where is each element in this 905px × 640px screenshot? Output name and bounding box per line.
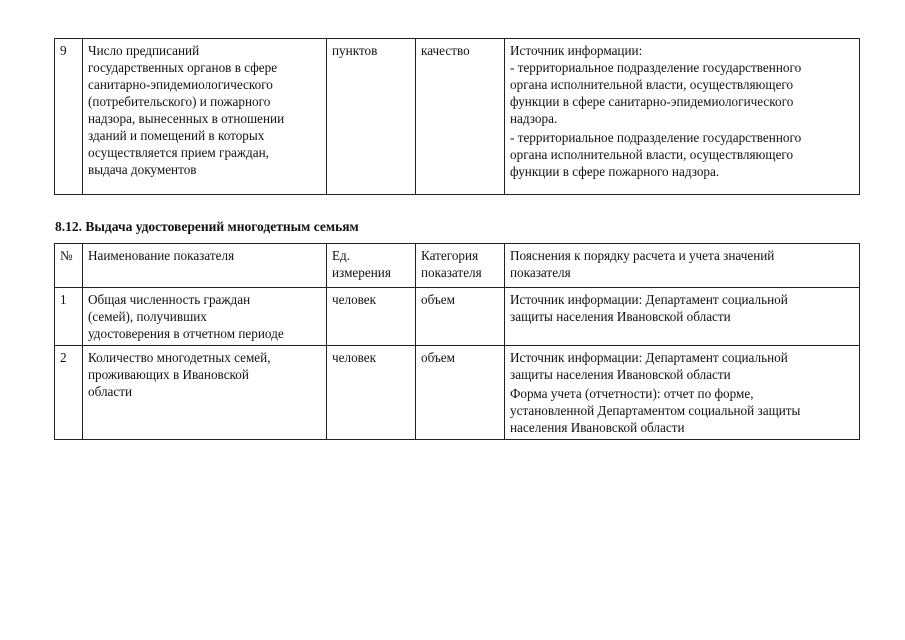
header-explanation <box>505 244 860 288</box>
text-line: Число предписаний <box>88 43 200 58</box>
indicator-name <box>83 346 327 440</box>
text-line: Ед. <box>332 248 351 263</box>
text-line: показателя <box>510 265 571 280</box>
text-line: измерения <box>332 265 391 280</box>
indicator-category: объем <box>416 346 505 440</box>
explanation-intro: Источник информации: <box>510 43 643 58</box>
indicator-category: качество <box>416 39 505 195</box>
text-line: функции в сфере пожарного надзора. <box>510 164 720 179</box>
text-line: органа исполнительной власти, осуществляющего <box>510 147 794 162</box>
table-row <box>55 39 860 195</box>
table-header-row <box>55 244 860 288</box>
text-line: выдача документов <box>88 162 197 177</box>
row-number: 9 <box>55 39 83 195</box>
indicator-name <box>83 39 327 195</box>
table-row <box>55 346 860 440</box>
indicator-table-continued <box>54 38 860 195</box>
text-line: (потребительского) и пожарного <box>88 94 271 109</box>
row-number: 2 <box>55 346 83 440</box>
text-line: защиты населения Ивановской области <box>510 367 731 382</box>
header-unit <box>327 244 416 288</box>
text-line: защиты населения Ивановской области <box>510 309 731 324</box>
section-title: 8.12. Выдача удостоверений многодетным семьям <box>55 219 359 234</box>
text-line: надзора, вынесенных в отношении <box>88 111 285 126</box>
text-line: Источник информации: Департамент социальной <box>510 292 788 307</box>
explanation <box>505 288 860 346</box>
text-line: Количество многодетных семей, <box>88 350 271 365</box>
header-name: Наименование показателя <box>83 244 327 288</box>
text-line: проживающих в Ивановской <box>88 367 249 382</box>
text-line: надзора. <box>510 111 558 126</box>
text-line: населения Ивановской области <box>510 420 685 435</box>
explanation <box>505 346 860 440</box>
text-line: - территориальное подразделение государственного <box>510 130 802 145</box>
text-line: санитарно-эпидемиологического <box>88 77 273 92</box>
text-line: функции в сфере санитарно-эпидемиологического <box>510 94 794 109</box>
unit-of-measure: человек <box>327 288 416 346</box>
explanation <box>505 39 860 195</box>
text-line: установленной Департаментом социальной защиты <box>510 403 801 418</box>
text-line: Форма учета (отчетности): отчет по форме, <box>510 386 754 401</box>
unit-of-measure: человек <box>327 346 416 440</box>
indicator-category: объем <box>416 288 505 346</box>
text-line: (семей), получивших <box>88 309 207 324</box>
unit-of-measure: пунктов <box>327 39 416 195</box>
text-line: органа исполнительной власти, осуществляющего <box>510 77 794 92</box>
text-line: Категория <box>421 248 479 263</box>
header-category <box>416 244 505 288</box>
text-line: государственных органов в сфере <box>88 60 278 75</box>
text-line: зданий и помещений в которых <box>88 128 265 143</box>
text-line: Общая численность граждан <box>88 292 251 307</box>
text-line: удостоверения в отчетном периоде <box>88 326 284 341</box>
text-line: - территориальное подразделение государственного <box>510 60 802 75</box>
text-line: показателя <box>421 265 482 280</box>
header-number: № <box>55 244 83 288</box>
indicator-name <box>83 288 327 346</box>
text-line: Пояснения к порядку расчета и учета значений <box>510 248 775 263</box>
text-line: Источник информации: Департамент социальной <box>510 350 788 365</box>
row-number: 1 <box>55 288 83 346</box>
indicator-table <box>54 243 860 440</box>
table-row <box>55 288 860 346</box>
text-line: осуществляется прием граждан, <box>88 145 269 160</box>
text-line: области <box>88 384 133 399</box>
